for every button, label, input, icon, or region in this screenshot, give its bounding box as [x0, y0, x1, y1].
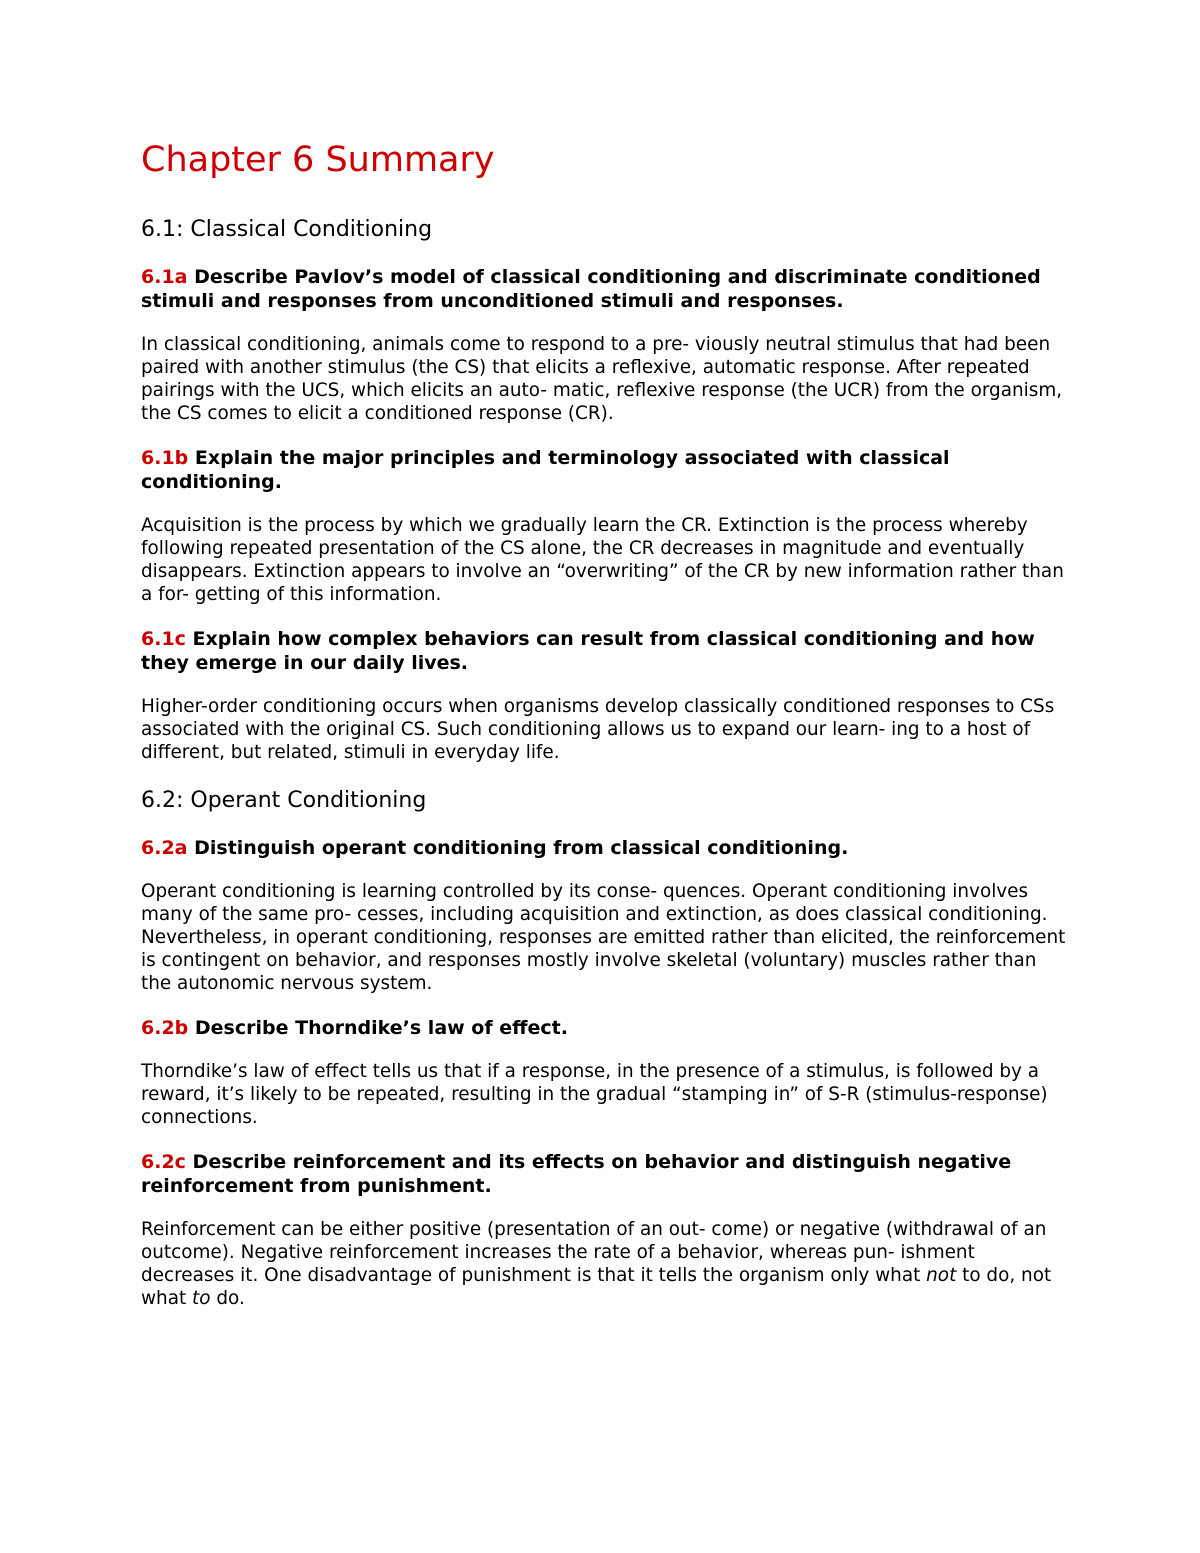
- document-title: Chapter 6 Summary: [141, 140, 495, 180]
- objective-title: Distinguish operant conditioning from classical conditioning.: [194, 837, 849, 859]
- objective-heading: [141, 265, 1066, 313]
- objective-code: 6.1a: [141, 266, 188, 288]
- summary-text-run: Reinforcement can be either positive (presentation of an out- come) or negative (withdrawal of an outcome). Negative reinforcement increases the rate of a behavior, whereas pun- ishment decreases it. One disadvantage of punishment is that it tells the organism only what: [141, 1219, 1047, 1286]
- objective-code: 6.2b: [141, 1017, 189, 1039]
- objective-heading: [141, 627, 1066, 675]
- summary-text-run: to do, not what: [141, 1265, 1052, 1309]
- objective-summary: Thorndike’s law of effect tells us that if a response, in the presence of a stimulus, is followed by a reward, it’s likely to be repeated, resulting in the gradual “stamping in” of S-R (stimulus-response) connections.: [141, 1061, 1048, 1128]
- section-heading: 6.1: Classical Conditioning: [141, 217, 433, 242]
- section-heading: 6.2: Operant Conditioning: [141, 788, 427, 813]
- objective-heading: [141, 836, 1066, 860]
- objective-heading: [141, 446, 1066, 494]
- objective-title: Explain the major principles and terminology associated with classical conditioning.: [141, 447, 950, 493]
- objective-summary: Acquisition is the process by which we gradually learn the CR. Extinction is the process whereby following repeated presentation of the CS alone, the CR decreases in magnitude and eventually disappears. Extinction appears to involve an “overwriting” of the CR by new information rather than a for- getting of this information.: [141, 515, 1064, 605]
- document-page: [141, 138, 1066, 1331]
- objective-summary: In classical conditioning, animals come to respond to a pre- viously neutral stimulus that had been paired with another stimulus (the CS) that elicits a reflexive, automatic response. After repeated pairings with the UCS, which elicits an auto- matic, reflexive response (the UCR) from the organism, the CS comes to elicit a conditioned response (CR).: [141, 334, 1063, 424]
- objective-summary: [141, 1218, 1066, 1310]
- objective-code: 6.1c: [141, 628, 186, 650]
- summary-text-run: do.: [210, 1288, 245, 1309]
- objective-title: Describe Pavlov’s model of classical conditioning and discriminate conditioned stimuli and responses from unconditioned stimuli and responses.: [141, 266, 1041, 312]
- objective-code: 6.2c: [141, 1151, 186, 1173]
- objective-heading: [141, 1150, 1066, 1198]
- objective-title: Explain how complex behaviors can result from classical conditioning and how they emerge in our daily lives.: [141, 628, 1035, 674]
- objective-title: Describe reinforcement and its effects on behavior and distinguish negative reinforcement from punishment.: [141, 1151, 1012, 1197]
- emphasis-not: not: [926, 1265, 957, 1286]
- objective-title: Describe Thorndike’s law of effect.: [194, 1017, 568, 1039]
- objective-code: 6.1b: [141, 447, 189, 469]
- objective-code: 6.2a: [141, 837, 188, 859]
- objective-heading: [141, 1016, 1066, 1040]
- emphasis-to: to: [192, 1288, 211, 1309]
- objective-summary: Higher-order conditioning occurs when organisms develop classically conditioned responses to CSs associated with the original CS. Such conditioning allows us to expand our learn- ing to a host of different, but related, stimuli in everyday life.: [141, 696, 1055, 763]
- objective-summary: Operant conditioning is learning controlled by its conse- quences. Operant conditioning involves many of the same pro- cesses, including acquisition and extinction, as does classical conditioning. Nevertheless, in operant conditioning, responses are emitted rather than elicited, the reinforcement is contingent on behavior, and responses mostly involve skeletal (voluntary) muscles rather than the autonomic nervous system.: [141, 881, 1066, 994]
